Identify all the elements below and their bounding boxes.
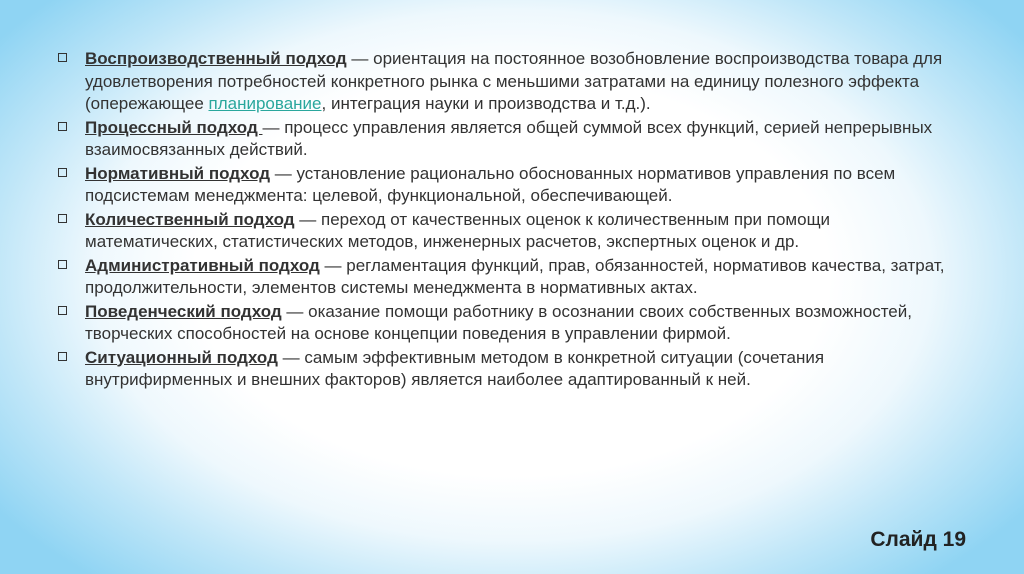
item-term: Количественный подход	[85, 209, 295, 229]
item-text: — оказание помощи работнику в осознании своих собственных возможностей, творческих способностей на основе концепции поведения в управлении фирмой.	[85, 301, 912, 343]
item-text: — процесс управления является общей суммой всех функций, серией непрерывных взаимосвязанных действий.	[85, 117, 933, 159]
checkbox-square-icon	[58, 122, 67, 131]
list-item	[55, 301, 955, 346]
list-item	[55, 255, 955, 300]
checkbox-square-icon	[58, 53, 67, 62]
list-item	[55, 209, 955, 254]
item-term: Воспроизводственный подход	[85, 49, 347, 68]
list-item	[55, 347, 955, 392]
checkbox-square-icon	[58, 352, 67, 361]
item-term: Поведенческий подход	[85, 301, 282, 321]
item-text: — самым эффективным методом в конкретной ситуации (сочетания внутрифирменных и внешних факторов) является наиболее адаптированный к ней.	[85, 347, 825, 389]
item-text: — переход от качественных оценок к количественным при помощи математических, статистических методов, инженерных расчетов, экспертных оценок и др.	[85, 209, 831, 251]
item-text: — ориентация на постоянное возобновление воспроизводства товара для удовлетворения потребностей конкретного рынка с меньшими затратами на единицу полезного эффекта (опережающее	[85, 49, 943, 113]
item-text: , интеграция науки и производства и т.д.).	[321, 94, 651, 113]
checkbox-square-icon	[58, 214, 67, 223]
checkbox-square-icon	[58, 168, 67, 177]
item-term: Ситуационный подход	[85, 347, 278, 367]
list-item	[55, 48, 955, 116]
item-text: — установление рационально обоснованных нормативов управления по всем подсистемам менеджмента: целевой, функциональной, обеспечивающей.	[85, 163, 896, 205]
checkbox-square-icon	[58, 260, 67, 269]
item-term: Административный подход	[85, 255, 320, 275]
planning-link[interactable]: планирование	[208, 94, 322, 113]
item-term: Процессный подход	[85, 117, 263, 137]
approach-list	[55, 48, 955, 393]
checkbox-square-icon	[58, 306, 67, 315]
item-text: — регламентация функций, прав, обязанностей, нормативов качества, затрат, продолжительности, элементов системы менеджмента в нормативных актах.	[85, 255, 945, 297]
item-term: Нормативный подход	[85, 163, 271, 183]
slide-number: Слайд 19	[870, 528, 966, 551]
list-item	[55, 117, 955, 162]
list-item	[55, 163, 955, 208]
